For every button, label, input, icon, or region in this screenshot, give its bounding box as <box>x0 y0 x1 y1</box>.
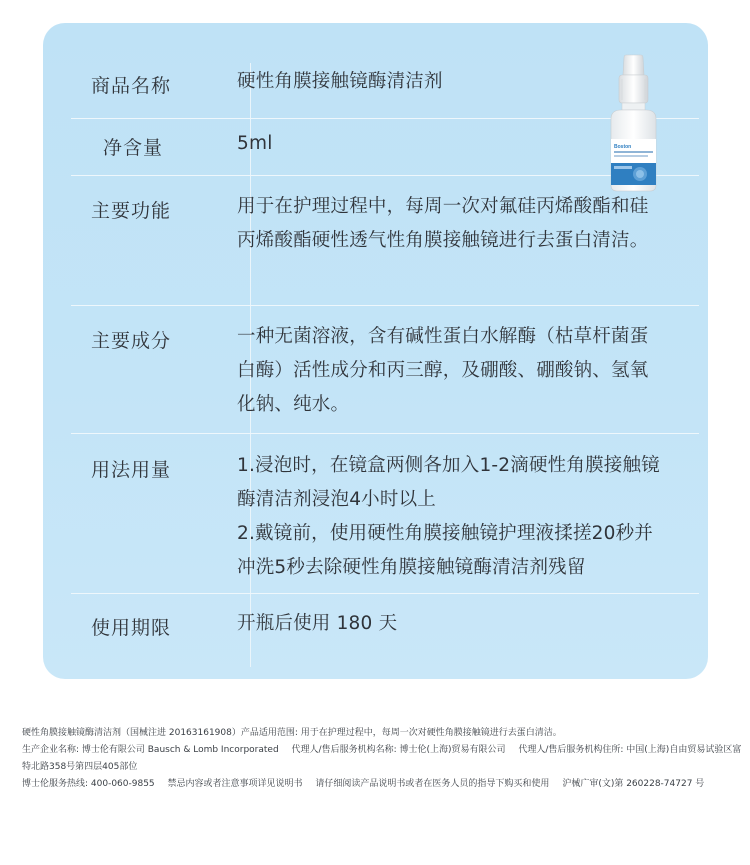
usage-step-1: 1.浸泡时，在镜盒两侧各加入1-2滴硬性角膜接触镜酶清洁剂浸泡4小时以上 <box>237 455 660 510</box>
footer-warning-1: 禁忌内容或者注意事项详见说明书 <box>167 779 303 789</box>
product-info-card <box>43 23 708 679</box>
bottle-brand-text: Boston <box>614 144 632 150</box>
legal-footer <box>22 725 742 793</box>
row-value <box>237 449 662 585</box>
row-value: 5ml <box>237 133 273 154</box>
footer-ad-number: 沪械广审(文)第 260228-74727 号 <box>562 779 705 789</box>
footer-hotline: 博士伦服务热线: 400-060-9855 <box>22 779 155 789</box>
footer-company-info <box>22 742 742 776</box>
usage-step-2: 2.戴镜前，使用硬性角膜接触镜护理液揉搓20秒并冲洗5秒去除硬性角膜接触镜酶清洁剂残留 <box>237 523 653 578</box>
footer-agent: 代理人/售后服务机构名称: 博士伦(上海)贸易有限公司 <box>291 745 506 755</box>
row-value: 一种无菌溶液，含有碱性蛋白水解酶（枯草杆菌蛋白酶）活性成分和丙三醇，及硼酸、硼酸钠、氢氧化钠、纯水。 <box>237 326 649 415</box>
row-label: 商品名称 <box>91 75 172 97</box>
footer-notices <box>22 776 742 793</box>
row-value: 硬性角膜接触镜酶清洁剂 <box>237 71 443 92</box>
row-divider <box>71 433 699 434</box>
row-divider <box>71 175 699 176</box>
row-value: 用于在护理过程中，每周一次对氟硅丙烯酸酯和硅丙烯酸酯硬性透气性角膜接触镜进行去蛋白清洁。 <box>237 196 649 251</box>
row-label: 净含量 <box>103 137 164 159</box>
row-label: 用法用量 <box>91 459 172 481</box>
row-label: 主要成分 <box>91 330 172 352</box>
footer-agent-address: 代理人/售后服务机构住所: 中国(上海)自由贸易试验区富特北路358号第四层405部位 <box>22 745 742 772</box>
row-value: 开瓶后使用 180 天 <box>237 613 398 634</box>
footer-warning-2: 请仔细阅读产品说明书或者在医务人员的指导下购买和使用 <box>315 779 550 789</box>
row-divider <box>71 593 699 594</box>
eye-drop-bottle-icon <box>606 53 661 193</box>
row-label: 使用期限 <box>91 617 172 639</box>
row-divider <box>71 118 699 119</box>
footer-scope: 硬性角膜接触镜酶清洁剂（国械注进 20163161908）产品适用范围: 用于在护理过程中，每周一次对硬性角膜接触镜进行去蛋白清洁。 <box>22 728 562 738</box>
row-divider <box>71 305 699 306</box>
row-label: 主要功能 <box>91 200 172 222</box>
footer-manufacturer: 生产企业名称: 博士伦有限公司 Bausch & Lomb Incorporated <box>22 745 279 755</box>
